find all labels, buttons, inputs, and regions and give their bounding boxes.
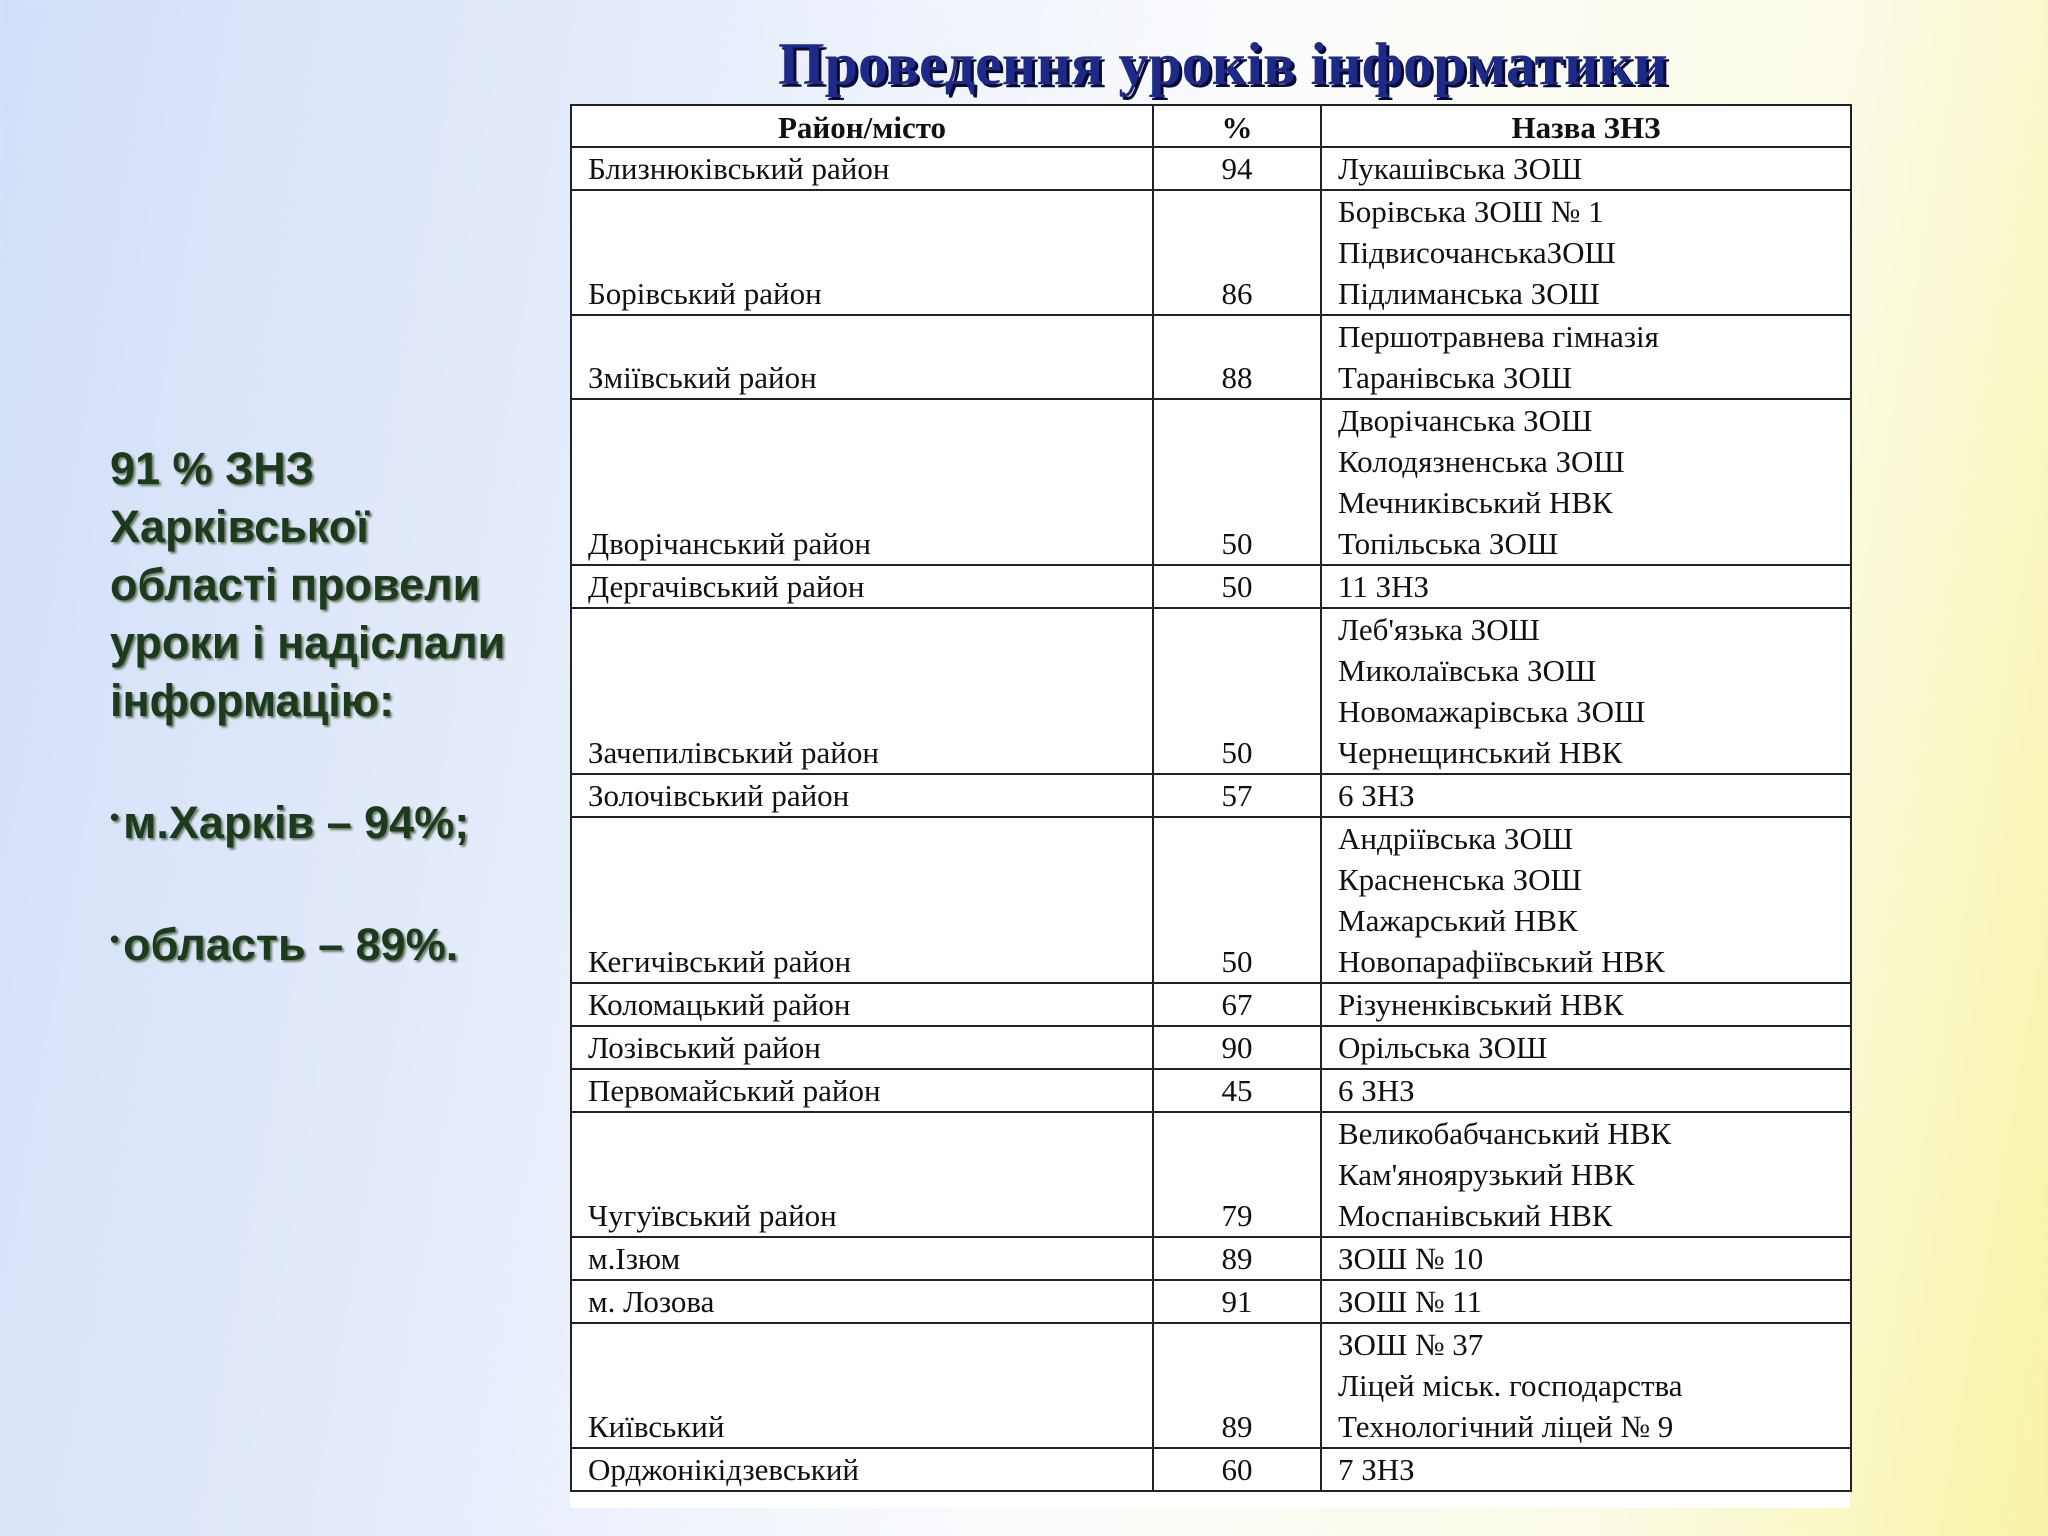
table-row [571,1112,1851,1237]
percent-cell: 90 [1153,1026,1321,1069]
table-row [571,315,1851,399]
school-name: Моспанівський НВК [1338,1198,1613,1233]
table-row [571,817,1851,983]
district-name: Лозівський район [588,1030,821,1065]
header-district: Район/місто [571,105,1153,147]
percent-cell: 89 [1153,1237,1321,1280]
school-name: Підлиманська ЗОШ [1338,276,1600,311]
header-percent: % [1153,105,1321,147]
table-row [571,147,1851,190]
school-name: Дворічанська ЗОШ [1338,403,1593,438]
summary-line: Харківської [110,501,369,552]
table-row [571,1280,1851,1323]
district-name: Борівський район [588,276,822,311]
school-name: 7 ЗНЗ [1338,1452,1415,1487]
percent-cell: 91 [1153,1280,1321,1323]
table-row [571,983,1851,1026]
school-name: Першотравнева гімназія [1338,319,1659,354]
summary-spacer [110,730,570,788]
header-school-names: Назва ЗНЗ [1321,105,1851,147]
district-name: Дергачівський район [588,569,865,604]
school-name: Лукашівська ЗОШ [1338,151,1583,186]
summary-bullet-kharkiv: • м.Харків – 94%; [110,788,570,852]
district-name: Кегичівський район [588,944,852,979]
school-name: 6 ЗНЗ [1338,1073,1415,1108]
district-cell [571,1237,1153,1280]
district-name: Коломацький район [588,987,851,1022]
school-name: 11 ЗНЗ [1338,569,1430,604]
school-names-cell [1321,774,1851,817]
district-name: Київський [588,1409,725,1444]
slide-title [700,30,2048,99]
school-name: Леб'язька ЗОШ [1338,612,1540,647]
district-cell [571,817,1153,983]
school-name: Кам'янoярузький НВК [1338,1157,1635,1192]
school-names-cell [1321,315,1851,399]
slide-title-text: Проведення уроків інформатики [778,31,1668,97]
district-cell [571,608,1153,774]
district-cell [571,1026,1153,1069]
district-name: Орджонікідзевський [588,1452,860,1487]
district-cell [571,983,1153,1026]
school-name: Технологічний ліцей № 9 [1338,1409,1674,1444]
school-names-cell [1321,1069,1851,1112]
table-row [571,399,1851,565]
school-name: Новопарафіївський НВК [1338,944,1665,979]
summary-line: уроки і надіслали [110,617,506,668]
district-cell [571,1112,1153,1237]
school-name: Колодязненська ЗОШ [1338,444,1625,479]
school-names-cell [1321,1026,1851,1069]
district-name: м.Ізюм [588,1241,681,1276]
table-row [571,565,1851,608]
school-names-cell [1321,1112,1851,1237]
percent-cell: 89 [1153,1323,1321,1448]
school-name: Мечниківський НВК [1338,485,1613,520]
district-cell [571,1069,1153,1112]
school-name: Топільська ЗОШ [1338,526,1559,561]
school-name: ЗОШ № 10 [1338,1241,1484,1276]
district-cell [571,1280,1153,1323]
district-cell [571,399,1153,565]
school-name: Великобабчанський НВК [1338,1116,1672,1151]
school-name: ПідвисочанськаЗОШ [1338,235,1616,270]
school-names-cell [1321,1448,1851,1491]
summary-line: області провели [110,559,481,610]
summary-spacer [110,852,570,910]
district-cell [571,147,1153,190]
school-name: Борівська ЗОШ № 1 [1338,194,1604,229]
school-name: Таранівська ЗОШ [1338,360,1573,395]
school-names-cell [1321,1280,1851,1323]
school-name: ЗОШ № 37 [1338,1327,1484,1362]
percent-cell: 50 [1153,817,1321,983]
school-names-cell [1321,983,1851,1026]
table-row [571,774,1851,817]
table-container [570,104,1850,1508]
district-name: Первомайський район [588,1073,881,1108]
percent-cell: 86 [1153,190,1321,315]
table-row [571,1237,1851,1280]
table-row [571,608,1851,774]
summary-text [110,440,570,974]
district-cell [571,315,1153,399]
percent-cell: 67 [1153,983,1321,1026]
school-name: 6 ЗНЗ [1338,778,1415,813]
district-name: Чугуївський район [588,1198,837,1233]
percent-cell: 57 [1153,774,1321,817]
school-name: Орільська ЗОШ [1338,1030,1548,1065]
district-cell [571,1448,1153,1491]
district-name: Золочівський район [588,778,850,813]
percent-cell: 50 [1153,608,1321,774]
table-row [571,190,1851,315]
school-names-cell [1321,190,1851,315]
school-name: Новомажарівська ЗОШ [1338,694,1646,729]
table-header-row [571,105,1851,147]
percent-cell: 50 [1153,565,1321,608]
school-name: Різуненківський НВК [1338,987,1624,1022]
percent-cell: 79 [1153,1112,1321,1237]
district-name: Дворічанський район [588,526,871,561]
school-name: Андріївська ЗОШ [1338,821,1574,856]
school-name: Мажарський НВК [1338,903,1578,938]
summary-bullet-region: • область – 89%. [110,910,570,974]
school-names-cell [1321,608,1851,774]
schools-table [570,104,1852,1492]
table-row [571,1069,1851,1112]
summary-line: інформацію: [110,675,395,726]
school-names-cell [1321,399,1851,565]
district-name: Зачепилівський район [588,735,879,770]
table-row [571,1026,1851,1069]
district-name: Близнюківський район [588,151,890,186]
school-names-cell [1321,1323,1851,1448]
district-cell [571,1323,1153,1448]
school-names-cell [1321,1237,1851,1280]
school-name: Красненська ЗОШ [1338,862,1582,897]
summary-line: 91 % ЗНЗ [110,443,314,494]
school-name: Чернещинський НВК [1338,735,1623,770]
district-cell [571,190,1153,315]
percent-cell: 88 [1153,315,1321,399]
table-row [571,1323,1851,1448]
school-name: Ліцей міськ. господарства [1338,1368,1683,1403]
school-name: ЗОШ № 11 [1338,1284,1483,1319]
percent-cell: 60 [1153,1448,1321,1491]
table-body [571,147,1851,1491]
school-names-cell [1321,565,1851,608]
district-cell [571,774,1153,817]
school-name: Миколаївська ЗОШ [1338,653,1597,688]
school-names-cell [1321,147,1851,190]
district-cell [571,565,1153,608]
percent-cell: 50 [1153,399,1321,565]
table-row [571,1448,1851,1491]
percent-cell: 94 [1153,147,1321,190]
district-name: Зміївський район [588,360,817,395]
district-name: м. Лозова [588,1284,715,1319]
school-names-cell [1321,817,1851,983]
percent-cell: 45 [1153,1069,1321,1112]
